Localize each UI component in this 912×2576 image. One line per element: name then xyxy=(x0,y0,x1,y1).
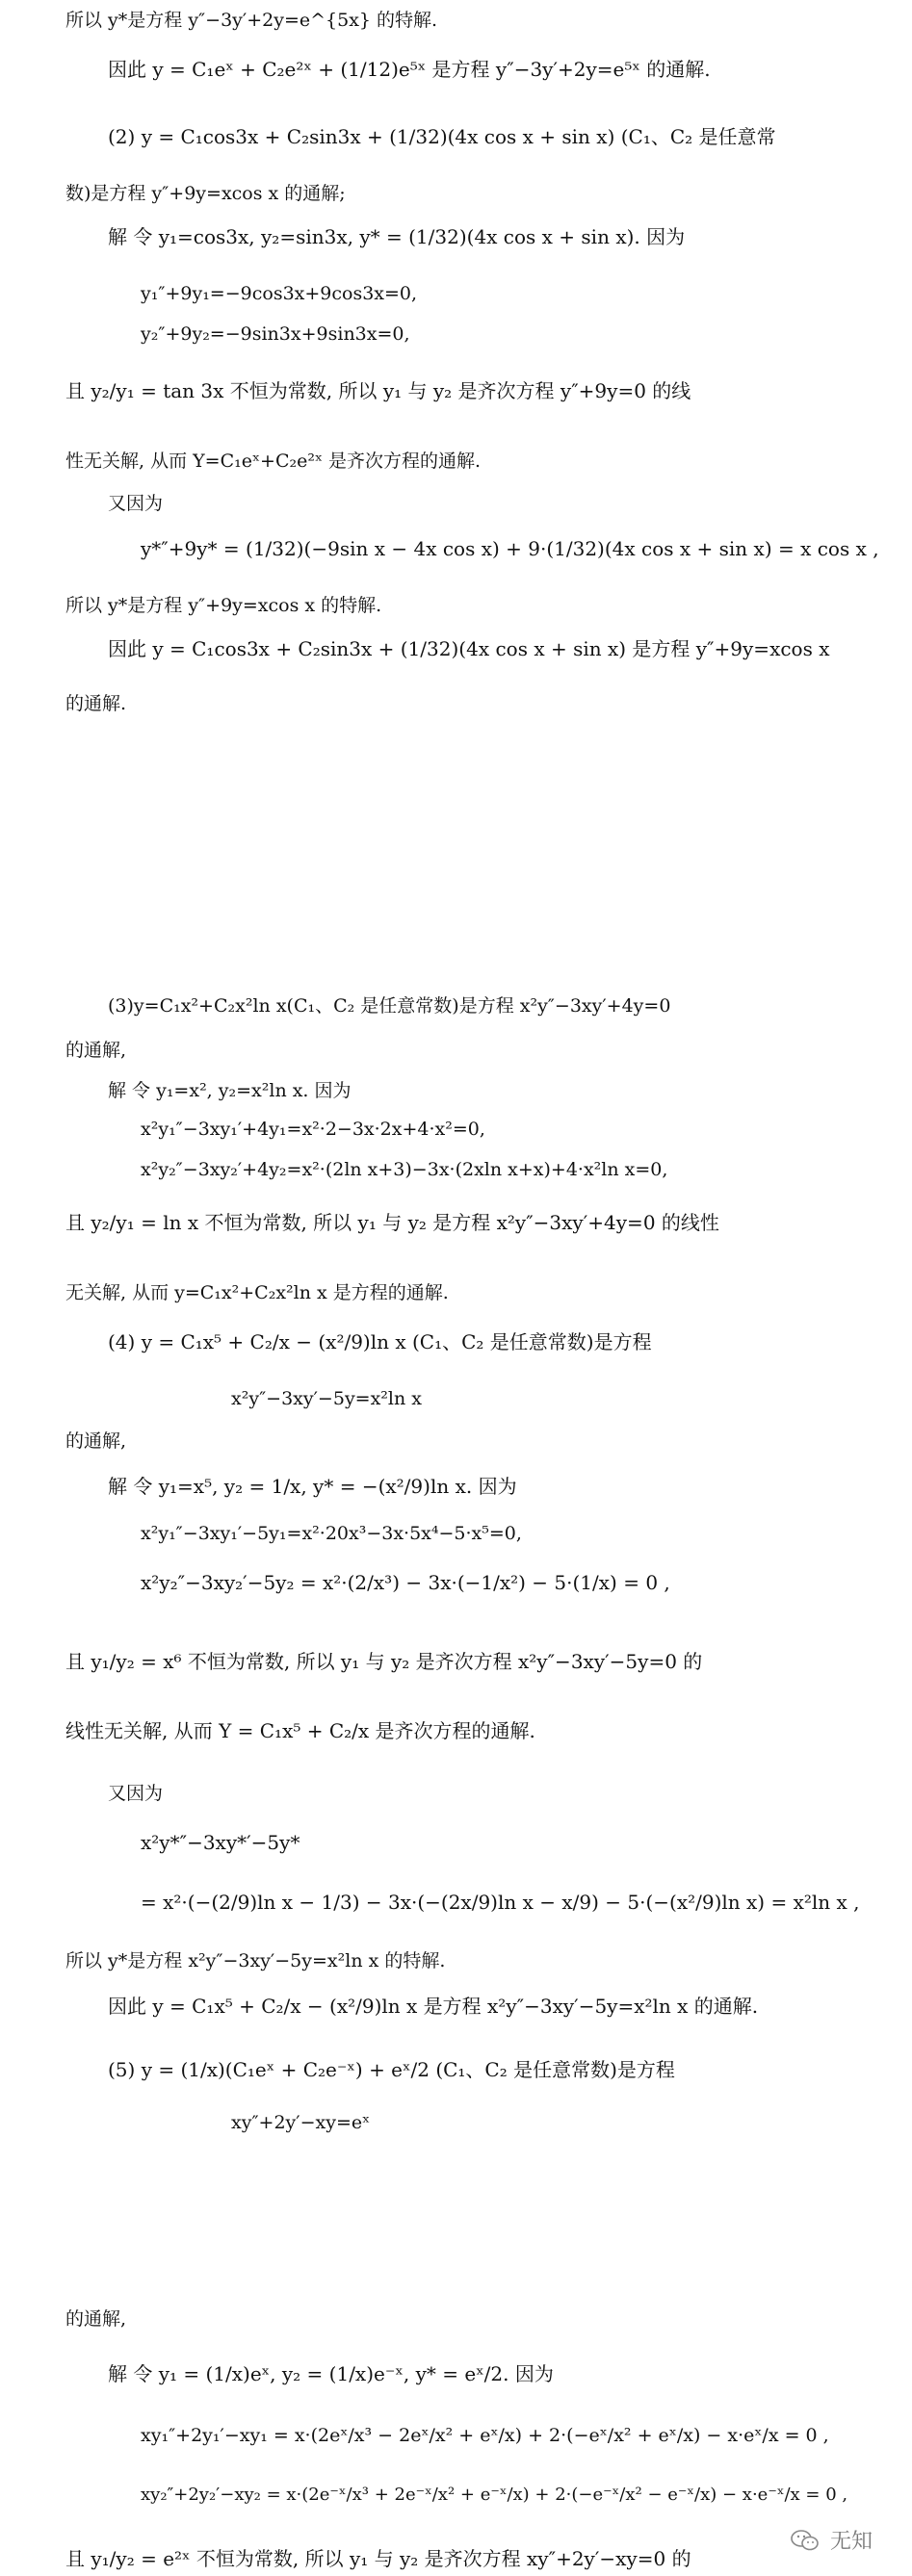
problem-4-equation: x²y″−3xy′−5y=x²ln x xyxy=(231,1388,422,1409)
equation-y1: y₁″+9y₁=−9cos3x+9cos3x=0, xyxy=(141,283,418,304)
independence-line-5: 且 y₁/y₂ = e²ˣ 不恒为常数, 所以 y₁ 与 y₂ 是齐次方程 xy″+2y′−xy=0 的 xyxy=(65,2547,691,2570)
verification-lhs-4: x²y*″−3xy*′−5y* xyxy=(141,1831,300,1854)
problem-3-statement: (3)y=C₁x²+C₂x²ln x(C₁、C₂ 是任意常数)是方程 x²y″−3xy′+4y=0 xyxy=(108,995,671,1017)
equation-4-y1: x²y₁″−3xy₁′−5y₁=x²·20x³−3x·5x⁴−5·x⁵=0, xyxy=(141,1523,522,1544)
problem-2-statement: (2) y = C₁cos3x + C₂sin3x + (1/32)(4x cos x + sin x) (C₁、C₂ 是任意常 xyxy=(108,125,776,148)
text-line-21: 无关解, 从而 y=C₁x²+C₂x²ln x 是方程的通解. xyxy=(65,1282,449,1303)
text-line-4: 数)是方程 y″+9y=xcos x 的通解; xyxy=(65,183,346,204)
equation-3-y2: x²y₂″−3xy₂′+4y₂=x²·(2ln x+3)−3x·(2xln x+x)+4·x²ln x=0, xyxy=(141,1159,668,1180)
problem-5-statement: (5) y = (1/x)(C₁eˣ + C₂e⁻ˣ) + eˣ/2 (C₁、C₂ 是任意常数)是方程 xyxy=(108,2058,675,2081)
text-line-9: 性无关解, 从而 Y=C₁eˣ+C₂e²ˣ 是齐次方程的通解. xyxy=(65,451,482,472)
text-line-12: 所以 y*是方程 y″+9y=xcos x 的特解. xyxy=(65,595,382,616)
equation-4-y2: x²y₂″−3xy₂′−5y₂ = x²·(2/x³) − 3x·(−1/x²) − 5·(1/x) = 0 , xyxy=(141,1571,670,1594)
equation-3-y1: x²y₁″−3xy₁′+4y₁=x²·2−3x·2x+4·x²=0, xyxy=(141,1119,485,1140)
text-line-1: 所以 y*是方程 y″−3y′+2y=e^{5x} 的特解. xyxy=(65,10,438,31)
independence-line-4: 且 y₁/y₂ = x⁶ 不恒为常数, 所以 y₁ 与 y₂ 是齐次方程 x²y″−3xy′−5y=0 的 xyxy=(65,1650,703,1673)
independence-line: 且 y₂/y₁ = tan 3x 不恒为常数, 所以 y₁ 与 y₂ 是齐次方程 y″+9y=0 的线 xyxy=(65,379,691,402)
solution-3-intro: 解 令 y₁=x², y₂=x²ln x. 因为 xyxy=(108,1080,352,1101)
text-line-37: 的通解, xyxy=(65,2308,127,2330)
verification-rhs-4: = x²·(−(2/9)ln x − 1/3) − 3x·(−(2x/9)ln x − x/9) − 5·(−(x²/9)ln x) = x²ln x , xyxy=(141,1891,860,1914)
wechat-icon xyxy=(790,2528,821,2553)
verification-equation-2: y*″+9y* = (1/32)(−9sin x − 4x cos x) + 9·(1/32)(4x cos x + sin x) = x cos x , xyxy=(141,537,879,560)
conclusion-2: 因此 y = C₁cos3x + C₂sin3x + (1/32)(4x cos x + sin x) 是方程 y″+9y=xcos x xyxy=(108,637,830,660)
independence-line-3: 且 y₂/y₁ = ln x 不恒为常数, 所以 y₁ 与 y₂ 是方程 x²y″−3xy′+4y=0 的线性 xyxy=(65,1211,719,1234)
equation-5-y1: xy₁″+2y₁′−xy₁ = x·(2eˣ/x³ − 2eˣ/x² + eˣ/x) + 2·(−eˣ/x² + eˣ/x) − x·eˣ/x = 0 , xyxy=(141,2425,829,2446)
text-line-33: 所以 y*是方程 x²y″−3xy′−5y=x²ln x 的特解. xyxy=(65,1950,446,1971)
text-line-29: 线性无关解, 从而 Y = C₁x⁵ + C₂/x 是齐次方程的通解. xyxy=(65,1719,535,1742)
problem-5-equation: xy″+2y′−xy=eˣ xyxy=(231,2112,371,2133)
text-line-24: 的通解, xyxy=(65,1430,127,1452)
text-line-10: 又因为 xyxy=(108,493,164,514)
problem-4-statement: (4) y = C₁x⁵ + C₂/x − (x²/9)ln x (C₁、C₂ 是任意常数)是方程 xyxy=(108,1330,652,1353)
text-line-16: 的通解, xyxy=(65,1040,127,1061)
equation-5-y2: xy₂″+2y₂′−xy₂ = x·(2e⁻ˣ/x³ + 2e⁻ˣ/x² + e⁻ˣ/x) + 2·(−e⁻ˣ/x² − e⁻ˣ/x) − x·e⁻ˣ/x = 0 , xyxy=(141,2485,848,2505)
watermark-text: 无知 xyxy=(830,2530,873,2554)
solution-2-intro: 解 令 y₁=cos3x, y₂=sin3x, y* = (1/32)(4x cos x + sin x). 因为 xyxy=(108,225,686,248)
solution-4-intro: 解 令 y₁=x⁵, y₂ = 1/x, y* = −(x²/9)ln x. 因为 xyxy=(108,1475,517,1498)
formula-line-2: 因此 y = C₁eˣ + C₂e²ˣ + (1/12)e⁵ˣ 是方程 y″−3y′+2y=e⁵ˣ 的通解. xyxy=(108,58,711,81)
text-line-30: 又因为 xyxy=(108,1783,164,1804)
text-line-14: 的通解. xyxy=(65,693,127,714)
equation-y2: y₂″+9y₂=−9sin3x+9sin3x=0, xyxy=(141,323,410,345)
solution-5-intro: 解 令 y₁ = (1/x)eˣ, y₂ = (1/x)e⁻ˣ, y* = eˣ/2. 因为 xyxy=(108,2362,554,2385)
conclusion-4: 因此 y = C₁x⁵ + C₂/x − (x²/9)ln x 是方程 x²y″−3xy′−5y=x²ln x 的通解. xyxy=(108,1995,759,2018)
